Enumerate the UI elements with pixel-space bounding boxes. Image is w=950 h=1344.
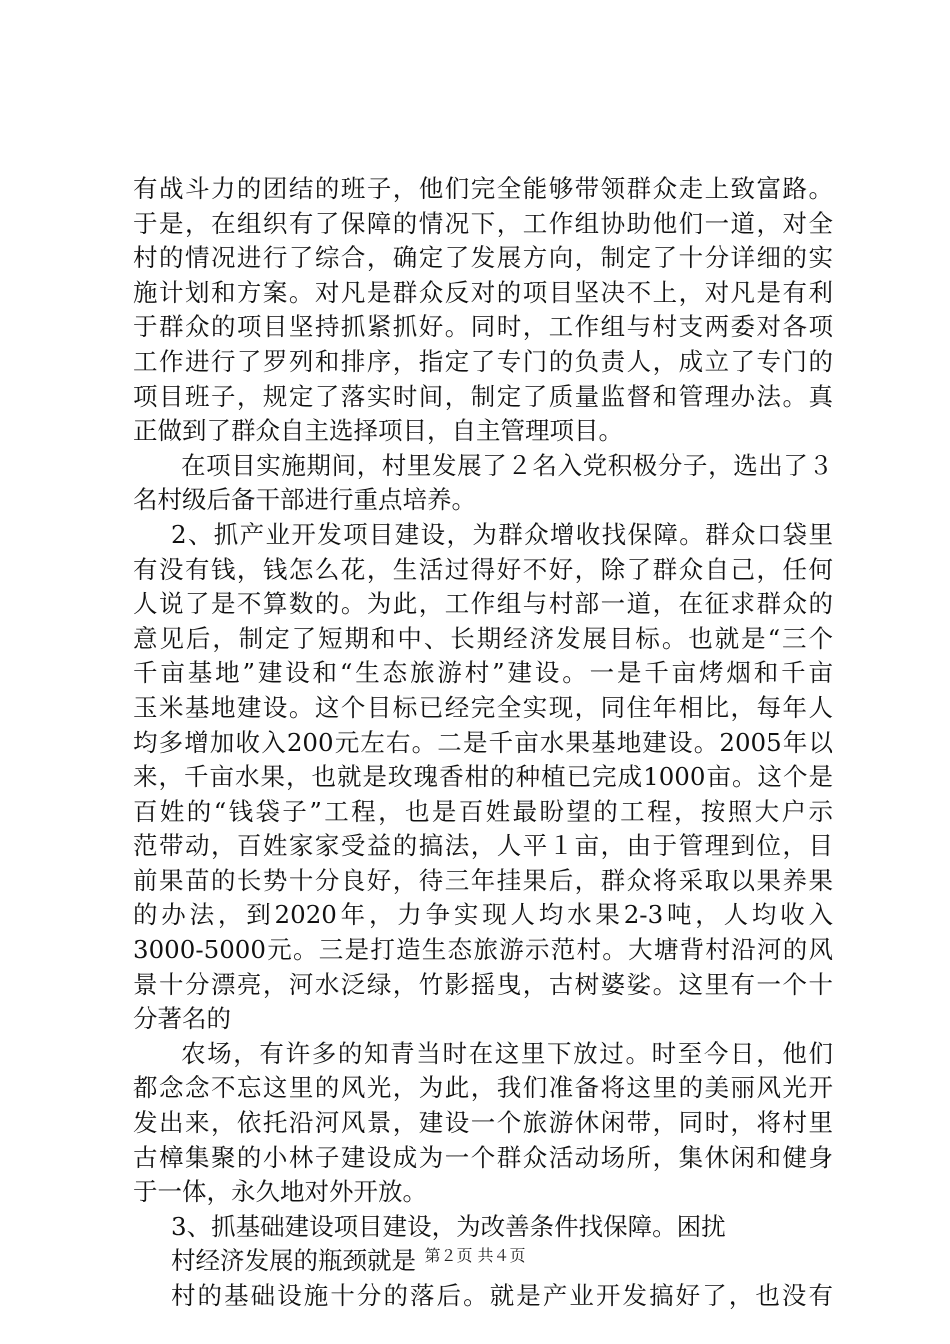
text-line: 村的基础设施十分的落后。就是产业开发搞好了，也没有 [171, 1281, 833, 1310]
text-line: 发出来，依托沿河风景，建设一个旅游休闲带，同时，将村里 [133, 1108, 833, 1138]
text-line: 人说了是不算数的。为此，工作组与村部一道，在征求群众的 [133, 589, 833, 619]
text-line: 都念念不忘这里的风光，为此，我们准备将这里的美丽风光开 [133, 1073, 833, 1103]
text-line: 村经济发展的瓶颈就是 [171, 1246, 416, 1276]
text-line: 意见后，制定了短期和中、长期经济发展目标。也就是“三个 [133, 623, 833, 653]
text-line: 来，千亩水果，也就是玫瑰香柑的种植已完成1000亩。这个是 [133, 762, 833, 792]
text-line: 的办法，到2020年，力争实现人均水果2-3吨，人均收入 [133, 900, 833, 930]
text-line: 有战斗力的团结的班子，他们完全能够带领群众走上致富路。 [133, 174, 833, 203]
text-line: 百姓的“钱袋子”工程，也是百姓最盼望的工程，按照大户示 [133, 796, 833, 826]
text-line: 前果苗的长势十分良好，待三年挂果后，群众将采取以果养果 [133, 865, 833, 895]
text-line: 分著名的 [133, 1004, 231, 1034]
text-line: 均多增加收入200元左右。二是千亩水果基地建设。2005年以 [133, 727, 833, 757]
text-line: 项目班子，规定了落实时间，制定了质量监督和管理办法。真 [133, 381, 833, 411]
body-text [133, 172, 833, 1314]
text-line: 景十分漂亮，河水泛绿，竹影摇曳，古树婆娑。这里有一个十 [133, 969, 833, 999]
text-line: 农场，有许多的知青当时在这里下放过。时至今日，他们 [181, 1038, 833, 1068]
text-line: 正做到了群众自主选择项目，自主管理项目。 [133, 416, 623, 446]
text-line: 古樟集聚的小林子建设成为一个群众活动场所，集休闲和健身 [133, 1142, 833, 1172]
text-line: 3000-5000元。三是打造生态旅游示范村。大塘背村沿河的风 [133, 935, 833, 965]
text-line: 施计划和方案。对凡是群众反对的项目坚决不上，对凡是有利 [133, 277, 833, 307]
text-line: 村的情况进行了综合，确定了发展方向，制定了十分详细的实 [133, 243, 833, 273]
text-line: 2、抓产业开发项目建设，为群众增收找保障。群众口袋里 [171, 519, 833, 549]
text-line: 有没有钱，钱怎么花，生活过得好不好，除了群众自己，任何 [133, 554, 833, 584]
text-line: 范带动，百姓家家受益的搞法，人平１亩，由于管理到位，目 [133, 831, 833, 861]
page-footer: 第２页 共４页 [424, 1246, 526, 1265]
text-line: 3、抓基础建设项目建设，为改善条件找保障。困扰 [171, 1211, 726, 1241]
text-line: 玉米基地建设。这个目标已经完全实现，同住年相比，每年人 [133, 692, 833, 722]
text-line: 在项目实施期间，村里发展了２名入党积极分子，选出了３ [181, 450, 833, 480]
text-line: 于是，在组织有了保障的情况下，工作组协助他们一道，对全 [133, 208, 833, 238]
text-line: 于一体，永久地对外开放。 [133, 1177, 427, 1207]
text-line: 千亩基地”建设和“生态旅游村”建设。一是千亩烤烟和千亩 [133, 658, 833, 688]
text-line: 名村级后备干部进行重点培养。 [133, 485, 476, 515]
text-line: 工作进行了罗列和排序，指定了专门的负责人，成立了专门的 [133, 346, 833, 376]
text-line: 于群众的项目坚持抓紧抓好。同时，工作组与村支两委对各项 [133, 312, 833, 342]
